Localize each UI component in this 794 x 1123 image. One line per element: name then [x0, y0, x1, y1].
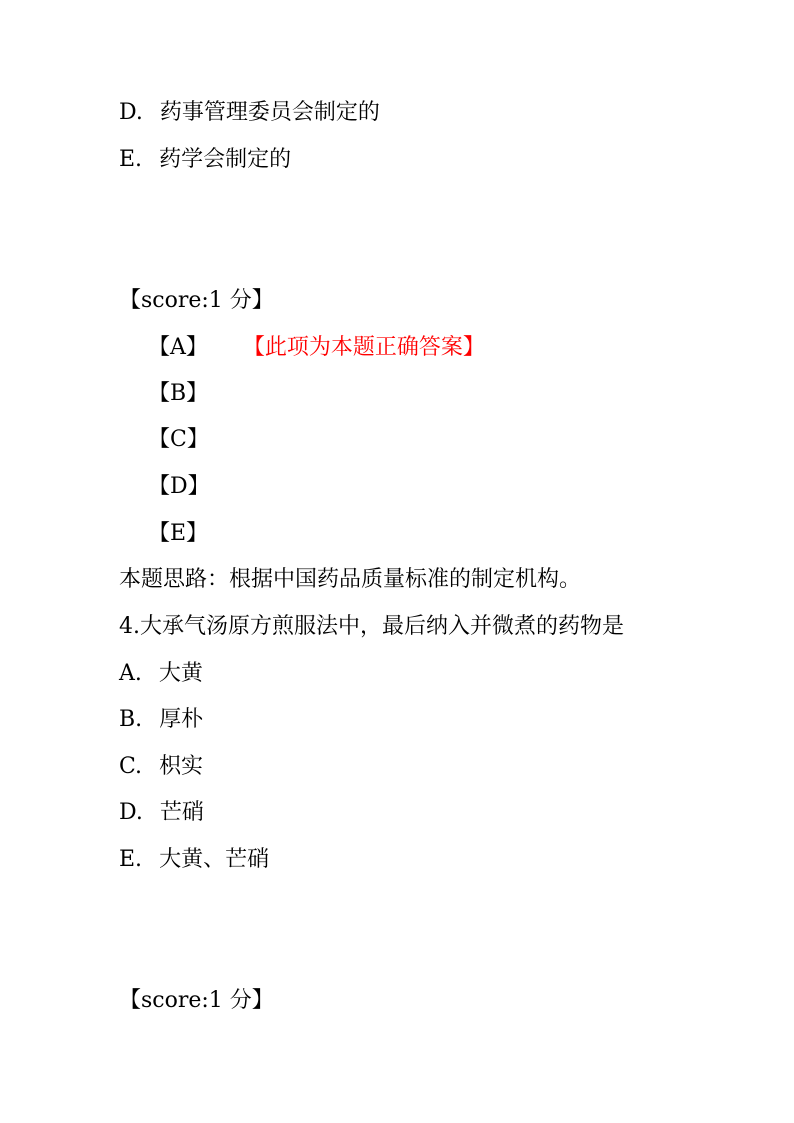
option-text: 药事管理委员会制定的	[159, 100, 380, 125]
option-text: 大黄、芒硝	[159, 847, 270, 872]
answer-e: 【E】	[148, 521, 209, 546]
option-d	[119, 98, 380, 128]
option-label: E.	[119, 847, 143, 872]
option-label: D.	[119, 100, 143, 125]
answer-b: 【B】	[148, 381, 209, 406]
option-label: E.	[119, 147, 143, 172]
option-a	[119, 659, 203, 689]
answer-d: 【D】	[148, 474, 210, 499]
option-d	[119, 798, 204, 828]
answer-a	[148, 333, 485, 363]
option-text: 枳实	[159, 754, 204, 779]
option-text: 大黄	[158, 661, 203, 686]
option-c	[119, 752, 203, 782]
option-e	[119, 845, 269, 875]
option-text: 芒硝	[159, 800, 204, 825]
option-label: A.	[119, 661, 142, 686]
score-label: 【score:1 分】	[119, 288, 274, 313]
explanation-text: 本题思路：根据中国药品质量标准的制定机构。	[119, 567, 582, 592]
score-label: 【score:1 分】	[119, 988, 274, 1013]
option-e	[119, 145, 291, 175]
correct-answer-note: 【此项为本题正确答案】	[242, 335, 485, 360]
option-text: 厚朴	[159, 707, 204, 732]
option-label: D.	[119, 800, 143, 825]
question-stem: 4.大承气汤原方煎服法中，最后纳入并微煮的药物是	[119, 614, 624, 639]
option-text: 药学会制定的	[159, 147, 292, 172]
answer-label: 【A】	[148, 335, 208, 360]
answer-c: 【C】	[148, 427, 209, 452]
option-label: B.	[119, 707, 143, 732]
option-label: C.	[119, 754, 143, 779]
option-b	[119, 705, 203, 735]
